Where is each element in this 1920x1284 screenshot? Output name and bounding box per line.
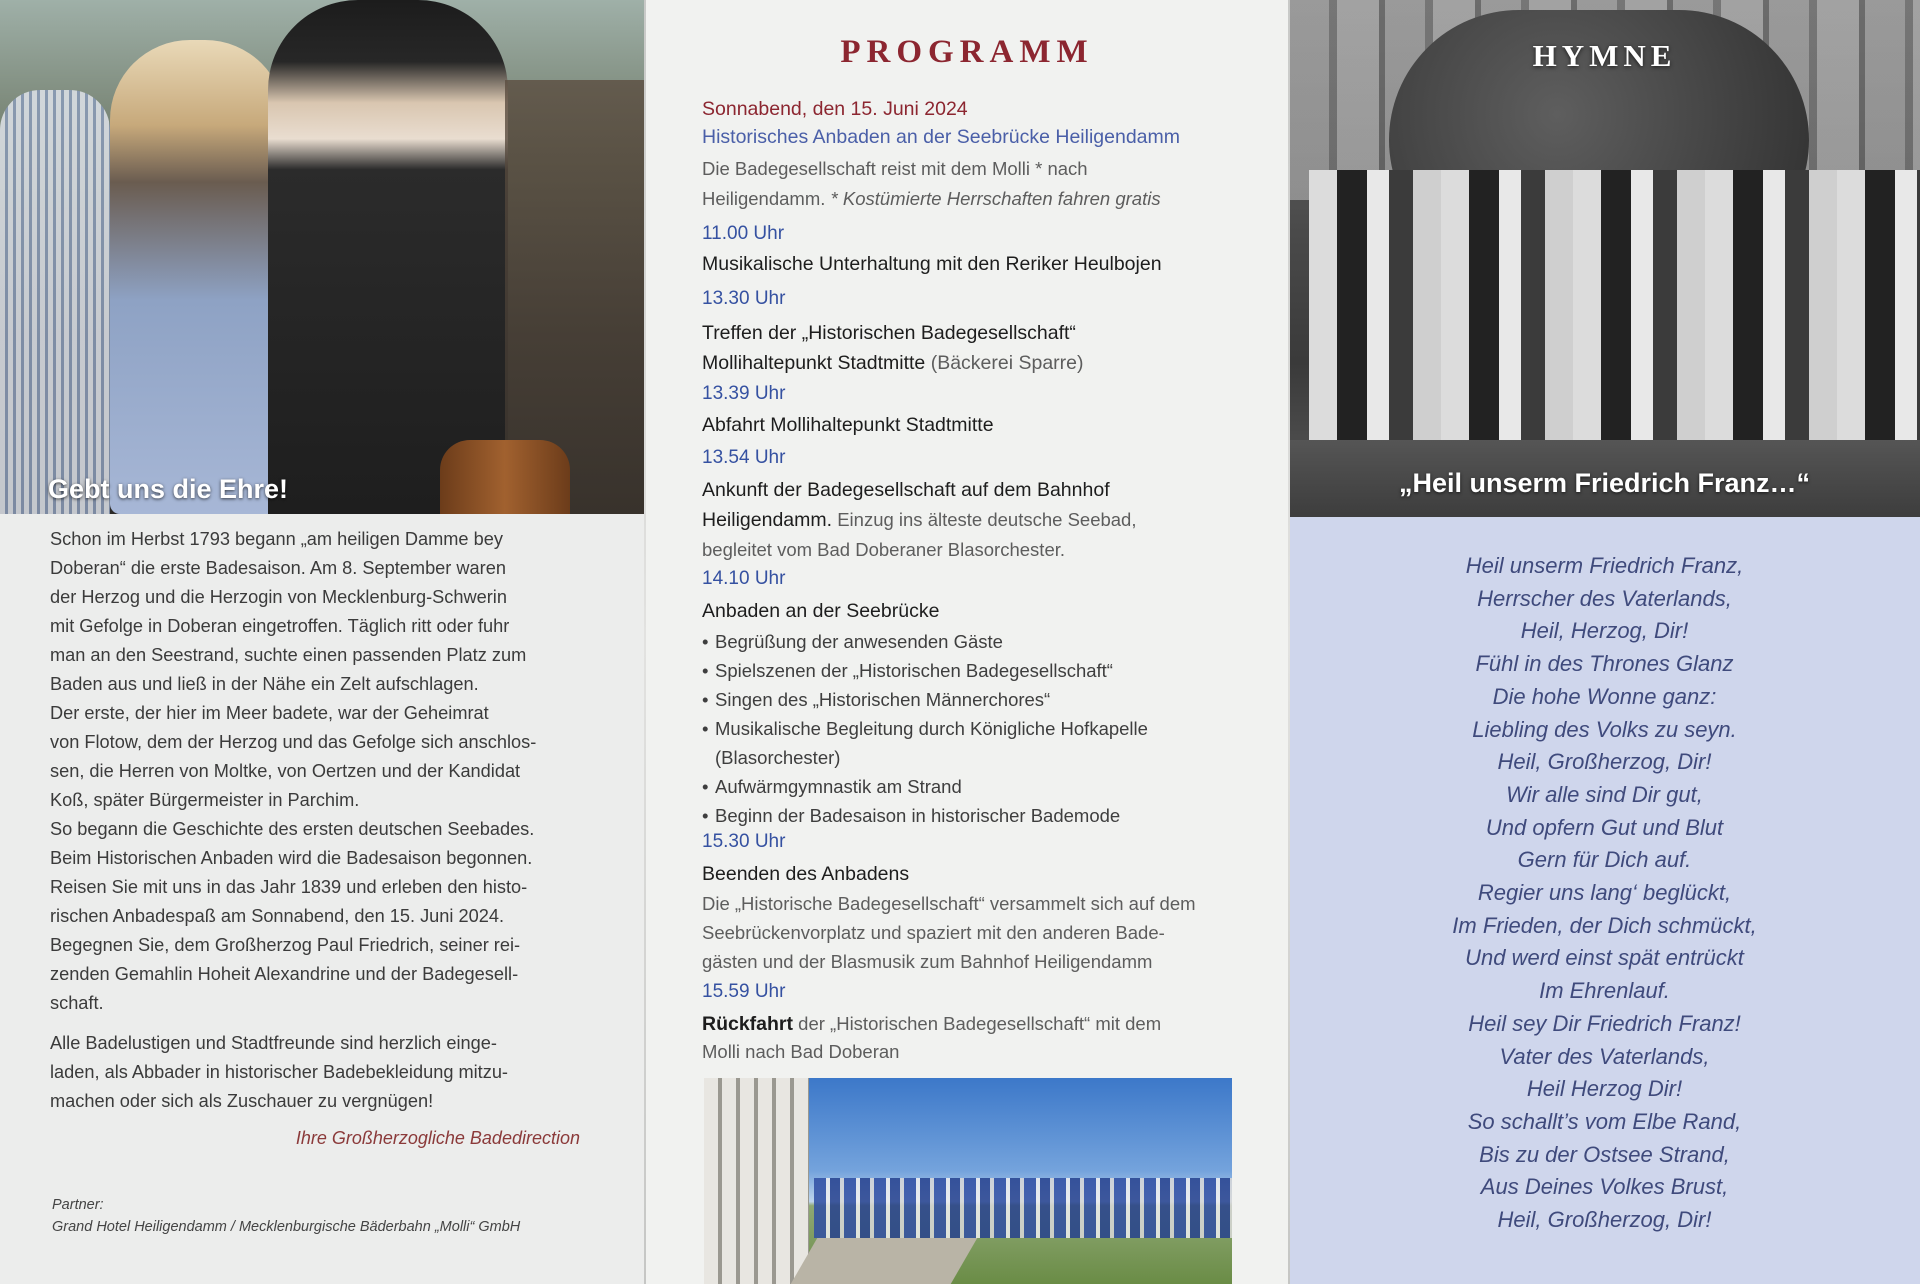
activity-item: • Singen des „Historischen Männerchores“ <box>702 685 1282 714</box>
hymn-line: Fühl in des Thrones Glanz <box>1475 651 1734 677</box>
hymne-title: HYMNE <box>1532 38 1677 73</box>
stop-note: (Bäckerei Sparre) <box>925 352 1084 374</box>
history-line: Begegnen Sie, dem Großherzog Paul Friedrich, seiner rei- <box>50 935 521 955</box>
partner-note <box>52 1194 520 1238</box>
hymn-line: Wir alle sind Dir gut, <box>1506 781 1703 807</box>
history-line: von Flotow, dem der Herzog und das Gefolge sich anschlos- <box>50 732 537 752</box>
time-1100: 11.00 Uhr <box>702 223 785 244</box>
photo-figure-man-top-hat <box>268 0 508 514</box>
activity-item: • Begrüßung der anwesenden Gäste <box>702 627 1282 656</box>
closing-walk-line: Die „Historische Badegesellschaft“ versammelt sich auf dem <box>702 893 1196 914</box>
hymn-line: Heil, Großherzog, Dir! <box>1497 749 1712 775</box>
event-title: Historisches Anbaden an der Seebrücke Heiligendamm <box>702 126 1181 148</box>
history-paragraph <box>50 525 610 1018</box>
invitation-line: Alle Badelustigen und Stadtfreunde sind herzlich einge- <box>50 1033 497 1053</box>
free-ride-note: * Kostümierte Herrschaften fahren gratis <box>830 188 1161 209</box>
hymn-lyrics <box>1289 550 1920 1237</box>
history-line: man an den Seestrand, suchte einen passenden Platz zum <box>50 645 527 665</box>
event-intro <box>702 154 1282 214</box>
activity-item: • Spielszenen der „Historischen Badegesellschaft“ <box>702 656 1282 685</box>
time-1559: 15.59 Uhr <box>702 981 786 1002</box>
stop-name: Mollihaltepunkt Stadtmitte <box>702 352 926 374</box>
item-heading-1530: Beenden des Anbadens <box>702 863 910 885</box>
event-date: Sonnabend, den 15. Juni 2024 <box>702 98 968 120</box>
history-line: Koß, später Bürgermeister in Parchim. <box>50 790 360 810</box>
activity-item: • Beginn der Badesaison in historischer Bademode <box>702 801 1282 830</box>
item-heading-1354-line2 <box>702 505 1282 535</box>
activity-item: • Musikalische Begleitung durch Königliche Hofkapelle <box>702 714 1282 743</box>
hymn-line: Heil sey Dir Friedrich Franz! <box>1468 1010 1741 1036</box>
history-line: Beim Historischen Anbaden wird die Badesaison begonnen. <box>50 848 533 868</box>
hymn-line: Heil, Großherzog, Dir! <box>1497 1207 1712 1233</box>
return-line2: Molli nach Bad Doberan <box>702 1041 900 1062</box>
item-heading-1410: Anbaden an der Seebrücke <box>702 600 940 622</box>
hymn-line: Heil Herzog Dir! <box>1526 1076 1683 1102</box>
hymn-line: Regier uns lang‘ beglückt, <box>1477 880 1732 906</box>
photo-figure-striped-dress <box>0 90 110 514</box>
photo-band-crowd <box>814 1178 1232 1238</box>
invitation-line: machen oder sich als Zuschauer zu vergnügen! <box>50 1091 434 1111</box>
history-line: sen, die Herren von Moltke, von Oertzen und der Kandidat <box>50 761 521 781</box>
fold-line-1 <box>644 0 646 1284</box>
history-line: Reisen Sie mit uns in das Jahr 1839 und erleben den histo- <box>50 877 528 897</box>
history-line: So begann die Geschichte des ersten deutschen Seebades. <box>50 819 535 839</box>
event-intro-line2 <box>702 184 1282 214</box>
hymn-line: So schallt’s vom Elbe Rand, <box>1467 1108 1742 1134</box>
item-heading-1330-line2 <box>702 348 1282 378</box>
invitation-line: laden, als Abbader in historischer Badebekleidung mitzu- <box>50 1062 508 1082</box>
hymn-line: Liebling des Volks zu seyn. <box>1472 716 1737 742</box>
hymn-line: Vater des Vaterlands, <box>1499 1043 1710 1069</box>
history-line: schaft. <box>50 993 104 1013</box>
arrival-place: Heiligendamm. <box>702 509 833 531</box>
closing-walk-text <box>702 889 1282 976</box>
hymn-line: Und werd einst spät entrückt <box>1465 945 1744 971</box>
closing-walk-line: gästen und der Blasmusik zum Bahnhof Heiligendamm <box>702 951 1153 972</box>
activity-item: (Blasorchester) <box>715 747 841 768</box>
hymne-panel <box>1289 0 1920 1284</box>
item-heading-1559 <box>702 1010 1282 1066</box>
time-1530: 15.30 Uhr <box>702 831 786 852</box>
invitation-paragraph <box>50 1029 610 1116</box>
return-label: Rückfahrt <box>702 1013 794 1035</box>
history-line: Doberan“ die erste Badesaison. Am 8. September waren <box>50 558 506 578</box>
partner-text: Grand Hotel Heiligendamm / Mecklenburgische Bäderbahn „Molli“ GmbH <box>52 1219 521 1235</box>
item-heading-1339: Abfahrt Mollihaltepunkt Stadtmitte <box>702 414 994 436</box>
signature: Ihre Großherzogliche Badedirection <box>295 1128 580 1148</box>
photo-figure-woman-bonnet <box>110 40 285 514</box>
history-line: Der erste, der hier im Meer badete, war der Geheimrat <box>50 703 489 723</box>
item-heading-1354 <box>702 476 1282 564</box>
return-text: der „Historischen Badegesellschaft“ mit dem <box>793 1013 1162 1034</box>
item-heading-1100: Musikalische Unterhaltung mit den Reriker Heulbojen <box>702 253 1162 275</box>
history-line: der Herzog und die Herzogin von Mecklenburg-Schwerin <box>50 587 507 607</box>
hymn-line: Bis zu der Ostsee Strand, <box>1479 1141 1730 1167</box>
hymn-line: Aus Deines Volkes Brust, <box>1480 1174 1729 1200</box>
time-1330: 13.30 Uhr <box>702 288 786 309</box>
event-intro-line1: Die Badegesellschaft reist mit dem Molli * nach <box>702 158 1088 179</box>
costumed-couple-photo <box>0 0 645 514</box>
partner-label: Partner: <box>52 1197 104 1213</box>
item-heading-1330-line1: Treffen der „Historischen Badegesellschaft“ <box>702 322 1076 344</box>
time-1354: 13.54 Uhr <box>702 447 786 468</box>
arrival-note: Einzug ins älteste deutsche Seebad, <box>832 509 1137 530</box>
history-line: zenden Gemahlin Hoheit Alexandrine und der Badegesell- <box>50 964 519 984</box>
photo-caption-left: Gebt uns die Ehre! <box>48 474 289 504</box>
closing-walk-line: Seebrückenvorplatz und spaziert mit den anderen Bade- <box>702 922 1165 943</box>
hymn-line: Im Ehrenlauf. <box>1539 978 1670 1004</box>
intro-panel <box>0 0 645 1284</box>
fold-line-2 <box>1288 0 1290 1284</box>
hymn-line: Heil, Herzog, Dir! <box>1520 618 1689 644</box>
return-line1 <box>702 1010 1282 1038</box>
photo-path <box>791 1238 978 1284</box>
history-line: Schon im Herbst 1793 begann „am heiligen Damme bey <box>50 529 503 549</box>
hymn-line: Und opfern Gut und Blut <box>1485 814 1724 840</box>
hymn-line: Heil unserm Friedrich Franz, <box>1465 553 1744 578</box>
photo-caption-right: „Heil unserm Friedrich Franz…“ <box>1398 468 1811 498</box>
activities-list <box>702 627 1282 830</box>
event-intro-text: Heiligendamm. <box>702 188 831 209</box>
programm-title: PROGRAMM <box>840 34 1094 70</box>
item-heading-1330 <box>702 318 1282 378</box>
time-1339: 13.39 Uhr <box>702 383 786 404</box>
item-heading-1354-line1: Ankunft der Badegesellschaft auf dem Bahnhof <box>702 479 1110 501</box>
history-line: Baden aus und ließ in der Nähe ein Zelt aufschlagen. <box>50 674 479 694</box>
seaside-parade-photo <box>704 1078 1232 1284</box>
hymn-line: Die hohe Wonne ganz: <box>1492 683 1717 709</box>
arrival-note-line2: begleitet vom Bad Doberaner Blasorchester. <box>702 539 1066 560</box>
programm-panel <box>645 0 1289 1284</box>
hymn-line: Im Frieden, der Dich schmückt, <box>1452 912 1757 938</box>
group-singing-photo <box>1289 0 1920 517</box>
hymn-line: Herrscher des Vaterlands, <box>1477 585 1732 611</box>
photo-wooden-keg <box>440 440 570 514</box>
activity-item: • Aufwärmgymnastik am Strand <box>702 772 1282 801</box>
history-line: rischen Anbadespaß am Sonnabend, den 15. Juni 2024. <box>50 906 505 926</box>
photo-grand-hotel <box>704 1078 809 1284</box>
history-line: mit Gefolge in Doberan eingetroffen. Täglich ritt oder fuhr <box>50 616 510 636</box>
time-1410: 14.10 Uhr <box>702 568 786 589</box>
hymn-line: Gern für Dich auf. <box>1517 847 1692 873</box>
